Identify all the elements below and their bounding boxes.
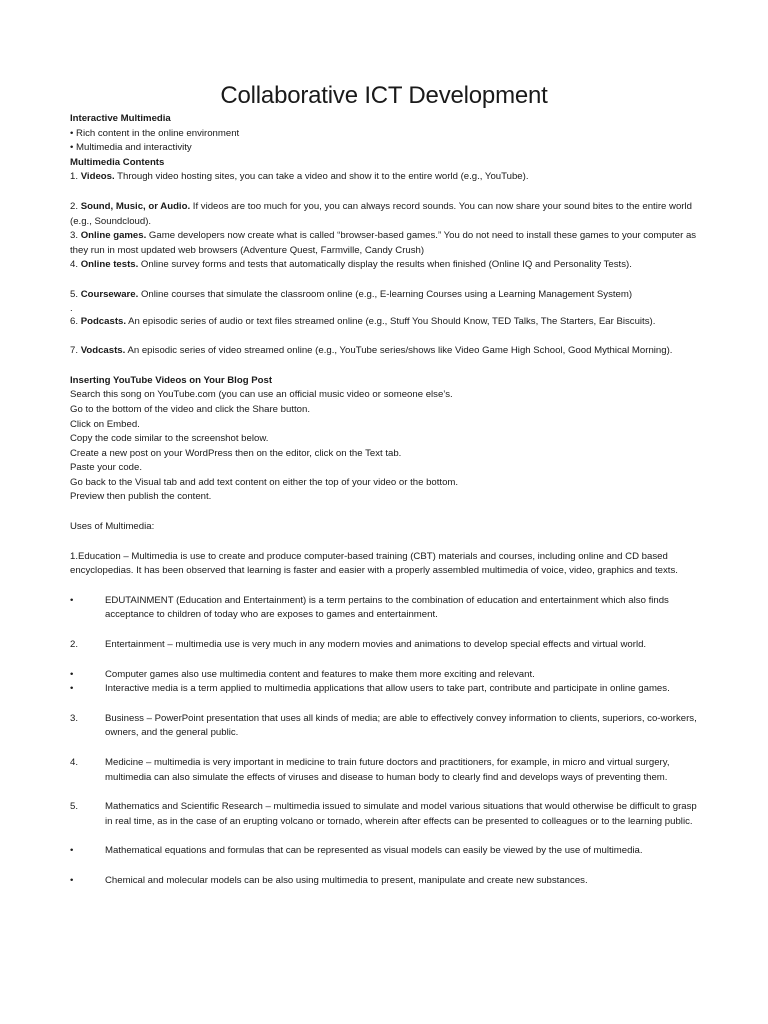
content-item-videos: 1. Videos. Through video hosting sites, you can take a video and show it to the entire world (e.g., YouTube). [70, 171, 529, 183]
use-medicine: 4. Medicine – multimedia is very important in medicine to train future doctors and practitioners, for example, in micro and virtual surgery, multimedia can also simulate the effects of viruses and disease to human body to clearly find and develops ways of preventing them. [70, 757, 670, 783]
use-edutainment: • EDUTAINMENT (Education and Entertainment) is a term pertains to the combination of education and entertainment which also finds acceptance to children of today who are exposes to games and entertainment. [70, 594, 669, 621]
content-item-podcasts: 6. Podcasts. An episodic series of audio or text files streamed online (e.g., Stuff You Should Know, TED Talks, The Starters, Ear Biscuits). [70, 315, 656, 327]
step-item: Click on Embed. [70, 418, 140, 430]
list-item: • Rich content in the online environment [70, 127, 240, 139]
step-item: Copy the code similar to the screenshot below. [70, 433, 269, 445]
use-chemical-models: • Chemical and molecular models can be also using multimedia to present, manipulate and create new substances. [70, 874, 588, 886]
content-item-courseware: 5. Courseware. Online courses that simulate the classroom online (e.g., E-learning Courses using a Learning Management System) [70, 288, 633, 300]
section-heading-youtube: Inserting YouTube Videos on Your Blog Post [70, 374, 273, 386]
document-body [70, 112, 702, 889]
use-math-equations: • Mathematical equations and formulas that can be represented as visual models can easily be viewed by the use of multimedia. [70, 845, 643, 857]
step-item: Search this song on YouTube.com (you can use an official music video or someone else’s. [70, 389, 453, 401]
use-computer-games: • Computer games also use multimedia content and features to make them more exciting and relevant. [70, 668, 535, 680]
step-item: Preview then publish the content. [70, 491, 212, 503]
content-item-online-tests: 4. Online tests. Online survey forms and tests that automatically display the results when finished (Online IQ and Personality Tests). [70, 259, 632, 271]
use-math-research: 5. Mathematics and Scientific Research – multimedia issued to simulate and model various situations that would otherwise be difficult to grasp in real time, as in the case of an erupting volcano or tornado, wherein after effects can be presented to colleagues or to the learning public. [70, 801, 697, 827]
section-heading-uses: Uses of Multimedia: [70, 521, 155, 533]
use-education: 1.Education – Multimedia is use to create and produce computer-based training (CBT) materials and courses, including online and CD based encyclopedias. It has been observed that learning is faster and easier with a properly assembled multimedia of voice, video, graphics and texts. [70, 550, 678, 577]
content-item-vodcasts: 7. Vodcasts. An episodic series of video streamed online (e.g., YouTube series/shows like Video Game High School, Good Mythical Morning). [70, 345, 673, 357]
step-item: Go back to the Visual tab and add text content on either the top of your video or the bottom. [70, 476, 459, 488]
content-item-audio: 2. Sound, Music, or Audio. If videos are too much for you, you can always record sounds. You can now share your sound bites to the entire world (e.g., Soundcloud). [70, 200, 692, 227]
section-heading-multimedia-contents: Multimedia Contents [70, 156, 165, 168]
step-item: Create a new post on your WordPress then on the editor, click on the Text tab. [70, 447, 402, 459]
list-item: • Multimedia and interactivity [70, 142, 192, 154]
section-heading-interactive-multimedia: Interactive Multimedia [70, 113, 171, 124]
stray-dot: . [70, 302, 73, 314]
use-business: 3. Business – PowerPoint presentation that uses all kinds of media; are able to effectively convey information to clients, superiors, co-workers, owners, and the general public. [70, 712, 697, 739]
use-interactive-media: • Interactive media is a term applied to multimedia applications that allow users to take part, contribute and participate in online games. [70, 683, 670, 695]
step-item: Paste your code. [70, 462, 142, 474]
page-title: Collaborative ICT Development [220, 82, 548, 109]
content-item-online-games: 3. Online games. Game developers now create what is called “browser-based games.” You do not need to install these games to your computer as they run in most updated web browsers (Adventure Quest, Farmville, Candy Crush) [70, 230, 697, 256]
use-entertainment: 2. Entertainment – multimedia use is very much in any modern movies and animations to develop special effects and virtual world. [70, 639, 647, 651]
step-item: Go to the bottom of the video and click the Share button. [70, 403, 310, 415]
